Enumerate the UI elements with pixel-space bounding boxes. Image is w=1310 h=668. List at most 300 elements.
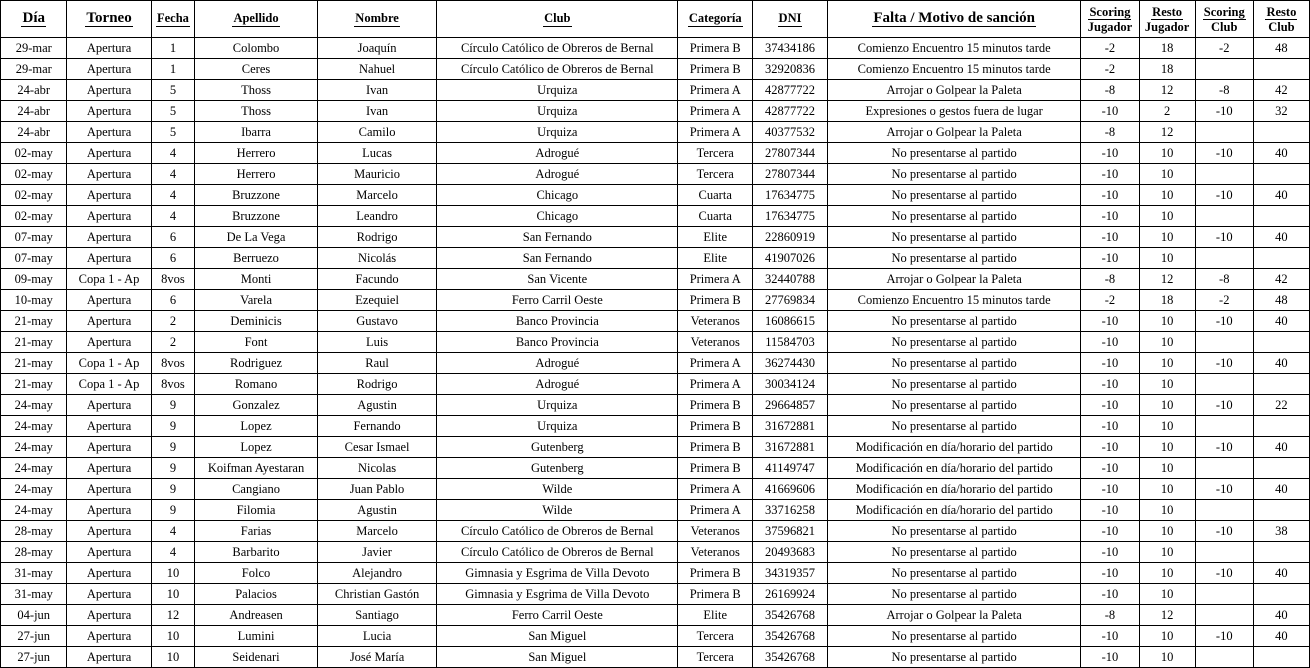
cell-falta: Comienzo Encuentro 15 minutos tarde bbox=[827, 290, 1080, 311]
cell-torneo: Apertura bbox=[67, 605, 151, 626]
cell-scoring_jugador: -10 bbox=[1081, 143, 1139, 164]
cell-fecha: 10 bbox=[151, 647, 195, 668]
cell-fecha: 12 bbox=[151, 605, 195, 626]
cell-scoring_club: -2 bbox=[1195, 38, 1253, 59]
cell-resto_club: 40 bbox=[1253, 143, 1309, 164]
cell-nombre: Christian Gastón bbox=[317, 584, 436, 605]
cell-club: Círculo Católico de Obreros de Bernal bbox=[437, 59, 678, 80]
table-row bbox=[1, 101, 1310, 122]
column-header-label: Nombre bbox=[355, 11, 399, 25]
cell-fecha: 9 bbox=[151, 395, 195, 416]
cell-falta: No presentarse al partido bbox=[827, 584, 1080, 605]
cell-scoring_club: -10 bbox=[1195, 227, 1253, 248]
table-row bbox=[1, 584, 1310, 605]
cell-fecha: 4 bbox=[151, 206, 195, 227]
table-row bbox=[1, 458, 1310, 479]
cell-scoring_club: -10 bbox=[1195, 479, 1253, 500]
cell-torneo: Apertura bbox=[67, 542, 151, 563]
cell-club: San Miguel bbox=[437, 626, 678, 647]
table-row bbox=[1, 269, 1310, 290]
cell-fecha: 4 bbox=[151, 521, 195, 542]
cell-scoring_jugador: -10 bbox=[1081, 584, 1139, 605]
cell-apellido: Palacios bbox=[195, 584, 318, 605]
cell-categoria: Primera A bbox=[678, 269, 753, 290]
cell-torneo: Apertura bbox=[67, 38, 151, 59]
cell-falta: No presentarse al partido bbox=[827, 311, 1080, 332]
cell-resto_club bbox=[1253, 122, 1309, 143]
cell-club: Chicago bbox=[437, 206, 678, 227]
cell-resto_jugador: 10 bbox=[1139, 626, 1195, 647]
cell-fecha: 1 bbox=[151, 59, 195, 80]
cell-scoring_jugador: -10 bbox=[1081, 248, 1139, 269]
cell-dia: 28-may bbox=[1, 542, 67, 563]
cell-resto_jugador: 10 bbox=[1139, 584, 1195, 605]
cell-dni: 32920836 bbox=[753, 59, 828, 80]
cell-resto_jugador: 10 bbox=[1139, 206, 1195, 227]
cell-torneo: Copa 1 - Ap bbox=[67, 374, 151, 395]
cell-dia: 31-may bbox=[1, 563, 67, 584]
cell-categoria: Primera B bbox=[678, 416, 753, 437]
cell-resto_club: 42 bbox=[1253, 80, 1309, 101]
cell-scoring_jugador: -8 bbox=[1081, 269, 1139, 290]
cell-scoring_jugador: -10 bbox=[1081, 332, 1139, 353]
cell-resto_jugador: 12 bbox=[1139, 122, 1195, 143]
cell-falta: Modificación en día/horario del partido bbox=[827, 500, 1080, 521]
cell-apellido: Bruzzone bbox=[195, 206, 318, 227]
cell-apellido: Colombo bbox=[195, 38, 318, 59]
cell-categoria: Elite bbox=[678, 248, 753, 269]
table-row bbox=[1, 437, 1310, 458]
cell-club: Urquiza bbox=[437, 80, 678, 101]
cell-dia: 24-may bbox=[1, 479, 67, 500]
cell-scoring_club: -8 bbox=[1195, 80, 1253, 101]
cell-dia: 02-may bbox=[1, 164, 67, 185]
cell-scoring_club bbox=[1195, 500, 1253, 521]
cell-apellido: Herrero bbox=[195, 143, 318, 164]
cell-torneo: Apertura bbox=[67, 521, 151, 542]
cell-falta: No presentarse al partido bbox=[827, 227, 1080, 248]
cell-scoring_club bbox=[1195, 206, 1253, 227]
table-row bbox=[1, 626, 1310, 647]
cell-dni: 35426768 bbox=[753, 626, 828, 647]
cell-scoring_club: -10 bbox=[1195, 626, 1253, 647]
column-header-line2: Jugador bbox=[1144, 19, 1190, 34]
cell-scoring_club bbox=[1195, 458, 1253, 479]
cell-categoria: Primera A bbox=[678, 101, 753, 122]
cell-falta: Modificación en día/horario del partido bbox=[827, 479, 1080, 500]
cell-torneo: Apertura bbox=[67, 647, 151, 668]
cell-categoria: Primera A bbox=[678, 80, 753, 101]
cell-falta: No presentarse al partido bbox=[827, 521, 1080, 542]
table-row bbox=[1, 542, 1310, 563]
cell-dia: 24-abr bbox=[1, 80, 67, 101]
cell-club: Banco Provincia bbox=[437, 311, 678, 332]
cell-scoring_jugador: -10 bbox=[1081, 626, 1139, 647]
cell-falta: No presentarse al partido bbox=[827, 143, 1080, 164]
column-header-label: Club bbox=[544, 11, 571, 25]
cell-scoring_club: -10 bbox=[1195, 101, 1253, 122]
cell-dni: 27769834 bbox=[753, 290, 828, 311]
cell-apellido: Herrero bbox=[195, 164, 318, 185]
cell-resto_jugador: 10 bbox=[1139, 353, 1195, 374]
cell-categoria: Veteranos bbox=[678, 521, 753, 542]
cell-torneo: Apertura bbox=[67, 164, 151, 185]
cell-falta: Expresiones o gestos fuera de lugar bbox=[827, 101, 1080, 122]
cell-resto_jugador: 10 bbox=[1139, 563, 1195, 584]
cell-dni: 30034124 bbox=[753, 374, 828, 395]
cell-torneo: Apertura bbox=[67, 185, 151, 206]
cell-nombre: Alejandro bbox=[317, 563, 436, 584]
cell-apellido: Font bbox=[195, 332, 318, 353]
cell-dia: 24-may bbox=[1, 416, 67, 437]
cell-scoring_jugador: -10 bbox=[1081, 458, 1139, 479]
cell-torneo: Apertura bbox=[67, 311, 151, 332]
cell-falta: Comienzo Encuentro 15 minutos tarde bbox=[827, 59, 1080, 80]
table-row bbox=[1, 206, 1310, 227]
cell-fecha: 4 bbox=[151, 143, 195, 164]
cell-scoring_club: -10 bbox=[1195, 395, 1253, 416]
cell-scoring_club: -2 bbox=[1195, 290, 1253, 311]
cell-falta: Arrojar o Golpear la Paleta bbox=[827, 269, 1080, 290]
cell-scoring_club: -10 bbox=[1195, 521, 1253, 542]
cell-categoria: Primera A bbox=[678, 122, 753, 143]
cell-scoring_club bbox=[1195, 374, 1253, 395]
cell-scoring_jugador: -10 bbox=[1081, 647, 1139, 668]
table-row bbox=[1, 80, 1310, 101]
column-header-falta bbox=[827, 1, 1080, 38]
cell-categoria: Cuarta bbox=[678, 185, 753, 206]
cell-categoria: Veteranos bbox=[678, 542, 753, 563]
table-row bbox=[1, 143, 1310, 164]
cell-resto_jugador: 10 bbox=[1139, 458, 1195, 479]
cell-resto_club: 40 bbox=[1253, 227, 1309, 248]
cell-apellido: Cangiano bbox=[195, 479, 318, 500]
column-header-line2: Club bbox=[1268, 19, 1295, 34]
cell-resto_jugador: 18 bbox=[1139, 290, 1195, 311]
cell-club: Adrogué bbox=[437, 353, 678, 374]
cell-nombre: Nicolas bbox=[317, 458, 436, 479]
cell-resto_jugador: 10 bbox=[1139, 227, 1195, 248]
cell-resto_jugador: 10 bbox=[1139, 185, 1195, 206]
cell-resto_club: 40 bbox=[1253, 437, 1309, 458]
cell-torneo: Apertura bbox=[67, 584, 151, 605]
cell-dia: 24-may bbox=[1, 500, 67, 521]
cell-dni: 26169924 bbox=[753, 584, 828, 605]
cell-nombre: Nicolás bbox=[317, 248, 436, 269]
column-header-label: DNI bbox=[778, 11, 802, 25]
cell-dia: 21-may bbox=[1, 332, 67, 353]
cell-resto_club: 40 bbox=[1253, 626, 1309, 647]
cell-torneo: Apertura bbox=[67, 437, 151, 458]
cell-club: Urquiza bbox=[437, 101, 678, 122]
cell-resto_club bbox=[1253, 206, 1309, 227]
cell-categoria: Elite bbox=[678, 227, 753, 248]
cell-resto_club: 40 bbox=[1253, 185, 1309, 206]
cell-scoring_jugador: -10 bbox=[1081, 206, 1139, 227]
cell-resto_club bbox=[1253, 248, 1309, 269]
cell-fecha: 8vos bbox=[151, 353, 195, 374]
cell-nombre: Nahuel bbox=[317, 59, 436, 80]
cell-falta: Modificación en día/horario del partido bbox=[827, 437, 1080, 458]
cell-club: Ferro Carril Oeste bbox=[437, 605, 678, 626]
cell-scoring_jugador: -10 bbox=[1081, 542, 1139, 563]
cell-scoring_club bbox=[1195, 332, 1253, 353]
cell-resto_jugador: 2 bbox=[1139, 101, 1195, 122]
cell-resto_jugador: 10 bbox=[1139, 542, 1195, 563]
cell-apellido: Filomia bbox=[195, 500, 318, 521]
cell-dni: 33716258 bbox=[753, 500, 828, 521]
cell-resto_club bbox=[1253, 164, 1309, 185]
cell-fecha: 4 bbox=[151, 164, 195, 185]
cell-resto_club bbox=[1253, 416, 1309, 437]
cell-dia: 24-abr bbox=[1, 122, 67, 143]
cell-falta: No presentarse al partido bbox=[827, 164, 1080, 185]
cell-dni: 35426768 bbox=[753, 605, 828, 626]
table-row bbox=[1, 374, 1310, 395]
cell-apellido: Farias bbox=[195, 521, 318, 542]
cell-dia: 02-may bbox=[1, 206, 67, 227]
cell-fecha: 10 bbox=[151, 584, 195, 605]
cell-resto_club: 48 bbox=[1253, 290, 1309, 311]
cell-dni: 42877722 bbox=[753, 80, 828, 101]
cell-categoria: Veteranos bbox=[678, 332, 753, 353]
cell-fecha: 8vos bbox=[151, 374, 195, 395]
cell-categoria: Primera A bbox=[678, 353, 753, 374]
table-row bbox=[1, 332, 1310, 353]
cell-dni: 27807344 bbox=[753, 143, 828, 164]
cell-torneo: Apertura bbox=[67, 290, 151, 311]
cell-falta: No presentarse al partido bbox=[827, 374, 1080, 395]
cell-club: Círculo Católico de Obreros de Bernal bbox=[437, 542, 678, 563]
cell-nombre: Mauricio bbox=[317, 164, 436, 185]
cell-dia: 21-may bbox=[1, 311, 67, 332]
cell-dni: 31672881 bbox=[753, 437, 828, 458]
cell-categoria: Primera B bbox=[678, 290, 753, 311]
cell-club: Wilde bbox=[437, 479, 678, 500]
cell-resto_jugador: 10 bbox=[1139, 143, 1195, 164]
cell-categoria: Tercera bbox=[678, 164, 753, 185]
cell-dni: 34319357 bbox=[753, 563, 828, 584]
cell-apellido: Lopez bbox=[195, 416, 318, 437]
cell-dia: 04-jun bbox=[1, 605, 67, 626]
cell-dni: 29664857 bbox=[753, 395, 828, 416]
cell-nombre: Lucia bbox=[317, 626, 436, 647]
cell-torneo: Apertura bbox=[67, 626, 151, 647]
cell-fecha: 6 bbox=[151, 290, 195, 311]
column-header-resto_club bbox=[1253, 1, 1309, 38]
cell-apellido: Koifman Ayestaran bbox=[195, 458, 318, 479]
cell-apellido: Deminicis bbox=[195, 311, 318, 332]
cell-club: Chicago bbox=[437, 185, 678, 206]
cell-categoria: Primera B bbox=[678, 38, 753, 59]
cell-nombre: Ivan bbox=[317, 80, 436, 101]
cell-apellido: Varela bbox=[195, 290, 318, 311]
cell-falta: No presentarse al partido bbox=[827, 563, 1080, 584]
table-header bbox=[1, 1, 1310, 38]
cell-dni: 40377532 bbox=[753, 122, 828, 143]
cell-fecha: 6 bbox=[151, 227, 195, 248]
cell-dia: 07-may bbox=[1, 227, 67, 248]
cell-torneo: Apertura bbox=[67, 80, 151, 101]
cell-fecha: 9 bbox=[151, 458, 195, 479]
cell-scoring_club: -10 bbox=[1195, 563, 1253, 584]
cell-torneo: Apertura bbox=[67, 395, 151, 416]
cell-falta: No presentarse al partido bbox=[827, 248, 1080, 269]
cell-nombre: Joaquín bbox=[317, 38, 436, 59]
cell-apellido: Ceres bbox=[195, 59, 318, 80]
cell-scoring_jugador: -8 bbox=[1081, 80, 1139, 101]
cell-dni: 16086615 bbox=[753, 311, 828, 332]
cell-falta: No presentarse al partido bbox=[827, 395, 1080, 416]
table-row bbox=[1, 479, 1310, 500]
cell-resto_jugador: 10 bbox=[1139, 248, 1195, 269]
cell-resto_club bbox=[1253, 584, 1309, 605]
cell-scoring_jugador: -10 bbox=[1081, 164, 1139, 185]
cell-dni: 17634775 bbox=[753, 185, 828, 206]
cell-scoring_club: -10 bbox=[1195, 437, 1253, 458]
cell-nombre: Gustavo bbox=[317, 311, 436, 332]
cell-club: Círculo Católico de Obreros de Bernal bbox=[437, 521, 678, 542]
cell-club: Adrogué bbox=[437, 164, 678, 185]
column-header-label: Torneo bbox=[86, 10, 132, 26]
cell-dia: 02-may bbox=[1, 185, 67, 206]
cell-categoria: Primera B bbox=[678, 437, 753, 458]
cell-torneo: Apertura bbox=[67, 206, 151, 227]
cell-club: Urquiza bbox=[437, 122, 678, 143]
cell-dia: 29-mar bbox=[1, 38, 67, 59]
cell-club: San Fernando bbox=[437, 227, 678, 248]
cell-resto_club: 38 bbox=[1253, 521, 1309, 542]
table-row bbox=[1, 122, 1310, 143]
cell-resto_jugador: 12 bbox=[1139, 605, 1195, 626]
cell-dni: 42877722 bbox=[753, 101, 828, 122]
cell-dia: 24-may bbox=[1, 395, 67, 416]
cell-fecha: 4 bbox=[151, 185, 195, 206]
cell-resto_jugador: 18 bbox=[1139, 59, 1195, 80]
cell-resto_jugador: 18 bbox=[1139, 38, 1195, 59]
column-header-line1: Resto bbox=[1266, 4, 1297, 19]
cell-falta: No presentarse al partido bbox=[827, 626, 1080, 647]
cell-dia: 24-abr bbox=[1, 101, 67, 122]
cell-resto_jugador: 10 bbox=[1139, 500, 1195, 521]
cell-nombre: Marcelo bbox=[317, 521, 436, 542]
column-header-dni bbox=[753, 1, 828, 38]
cell-resto_club: 40 bbox=[1253, 479, 1309, 500]
cell-apellido: Ibarra bbox=[195, 122, 318, 143]
cell-scoring_jugador: -10 bbox=[1081, 416, 1139, 437]
cell-torneo: Apertura bbox=[67, 122, 151, 143]
cell-fecha: 9 bbox=[151, 416, 195, 437]
cell-fecha: 8vos bbox=[151, 269, 195, 290]
column-header-categoria bbox=[678, 1, 753, 38]
column-header-label: Apellido bbox=[233, 11, 279, 25]
cell-fecha: 5 bbox=[151, 122, 195, 143]
cell-apellido: Thoss bbox=[195, 80, 318, 101]
cell-falta: Arrojar o Golpear la Paleta bbox=[827, 80, 1080, 101]
cell-club: San Fernando bbox=[437, 248, 678, 269]
cell-resto_jugador: 12 bbox=[1139, 80, 1195, 101]
column-header-torneo bbox=[67, 1, 151, 38]
cell-falta: Comienzo Encuentro 15 minutos tarde bbox=[827, 38, 1080, 59]
column-header-dia bbox=[1, 1, 67, 38]
cell-categoria: Primera B bbox=[678, 584, 753, 605]
cell-torneo: Apertura bbox=[67, 416, 151, 437]
cell-scoring_club bbox=[1195, 416, 1253, 437]
column-header-nombre bbox=[317, 1, 436, 38]
cell-scoring_jugador: -10 bbox=[1081, 185, 1139, 206]
cell-resto_jugador: 10 bbox=[1139, 521, 1195, 542]
cell-categoria: Primera B bbox=[678, 395, 753, 416]
table-row bbox=[1, 311, 1310, 332]
cell-resto_club bbox=[1253, 332, 1309, 353]
cell-apellido: Thoss bbox=[195, 101, 318, 122]
cell-fecha: 10 bbox=[151, 626, 195, 647]
cell-categoria: Primera B bbox=[678, 563, 753, 584]
cell-categoria: Primera A bbox=[678, 479, 753, 500]
cell-apellido: Lumini bbox=[195, 626, 318, 647]
cell-scoring_jugador: -10 bbox=[1081, 101, 1139, 122]
cell-scoring_club: -8 bbox=[1195, 269, 1253, 290]
cell-categoria: Tercera bbox=[678, 647, 753, 668]
cell-falta: Arrojar o Golpear la Paleta bbox=[827, 605, 1080, 626]
cell-dia: 24-may bbox=[1, 437, 67, 458]
cell-resto_club: 32 bbox=[1253, 101, 1309, 122]
cell-torneo: Apertura bbox=[67, 248, 151, 269]
cell-scoring_jugador: -2 bbox=[1081, 290, 1139, 311]
cell-nombre: Rodrigo bbox=[317, 374, 436, 395]
cell-falta: No presentarse al partido bbox=[827, 647, 1080, 668]
cell-fecha: 5 bbox=[151, 101, 195, 122]
cell-torneo: Apertura bbox=[67, 458, 151, 479]
cell-scoring_club bbox=[1195, 542, 1253, 563]
cell-resto_club bbox=[1253, 59, 1309, 80]
cell-resto_jugador: 10 bbox=[1139, 164, 1195, 185]
cell-dia: 21-may bbox=[1, 353, 67, 374]
cell-apellido: Andreasen bbox=[195, 605, 318, 626]
cell-resto_jugador: 10 bbox=[1139, 395, 1195, 416]
cell-resto_jugador: 10 bbox=[1139, 437, 1195, 458]
cell-club: Adrogué bbox=[437, 374, 678, 395]
cell-torneo: Apertura bbox=[67, 479, 151, 500]
cell-scoring_club bbox=[1195, 59, 1253, 80]
cell-resto_jugador: 10 bbox=[1139, 416, 1195, 437]
cell-scoring_club: -10 bbox=[1195, 353, 1253, 374]
cell-dni: 31672881 bbox=[753, 416, 828, 437]
table-row bbox=[1, 416, 1310, 437]
cell-resto_club: 40 bbox=[1253, 311, 1309, 332]
cell-torneo: Apertura bbox=[67, 563, 151, 584]
cell-falta: No presentarse al partido bbox=[827, 353, 1080, 374]
cell-dia: 09-may bbox=[1, 269, 67, 290]
table-row bbox=[1, 353, 1310, 374]
cell-scoring_club bbox=[1195, 248, 1253, 269]
cell-fecha: 5 bbox=[151, 80, 195, 101]
table-row bbox=[1, 290, 1310, 311]
column-header-scoring_club bbox=[1195, 1, 1253, 38]
cell-nombre: Facundo bbox=[317, 269, 436, 290]
cell-resto_jugador: 12 bbox=[1139, 269, 1195, 290]
cell-club: Gutenberg bbox=[437, 437, 678, 458]
column-header-label: Fecha bbox=[156, 11, 189, 25]
table-row bbox=[1, 500, 1310, 521]
cell-scoring_jugador: -8 bbox=[1081, 605, 1139, 626]
cell-dia: 31-may bbox=[1, 584, 67, 605]
cell-dni: 17634775 bbox=[753, 206, 828, 227]
cell-nombre: Leandro bbox=[317, 206, 436, 227]
table-row bbox=[1, 563, 1310, 584]
cell-scoring_jugador: -10 bbox=[1081, 311, 1139, 332]
cell-torneo: Apertura bbox=[67, 59, 151, 80]
